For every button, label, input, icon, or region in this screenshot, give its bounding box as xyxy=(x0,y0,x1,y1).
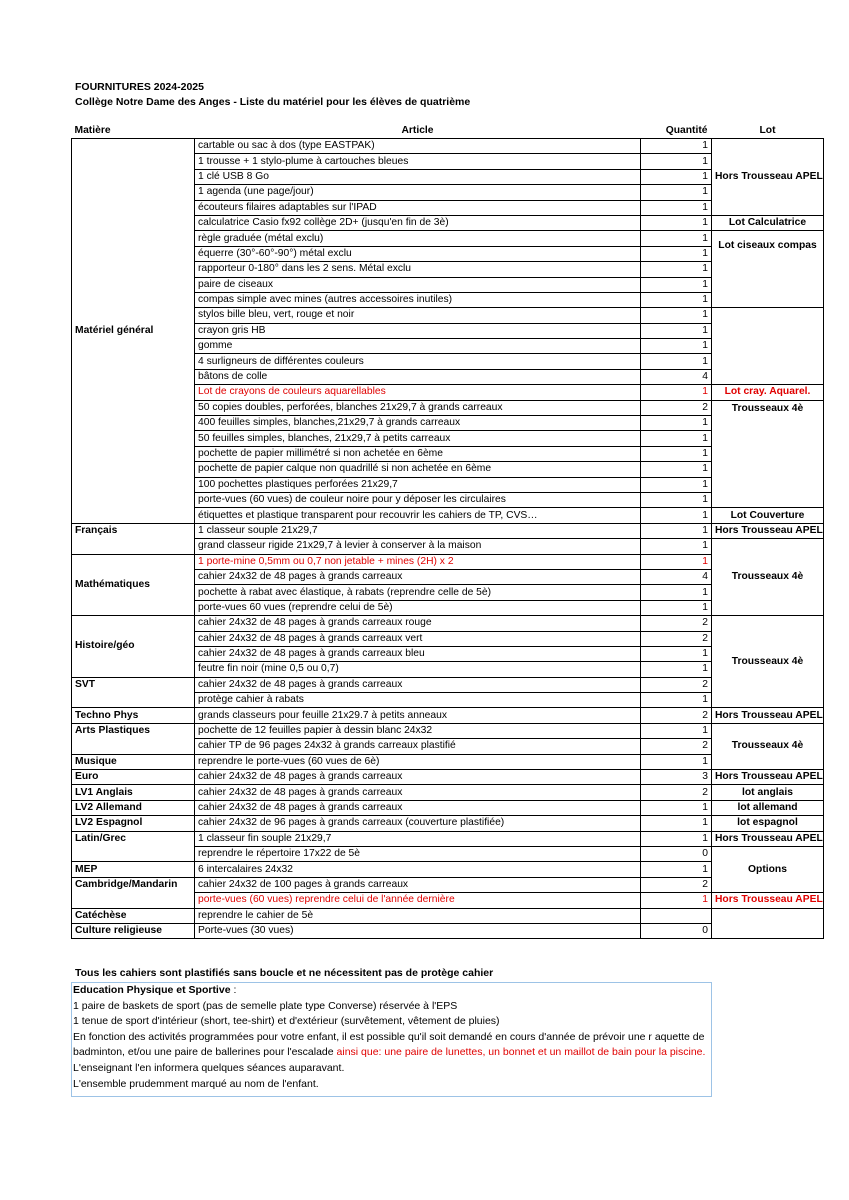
article-cell: grands classeurs pour feuille 21x29.7 à petits anneaux xyxy=(195,708,641,723)
quantity-cell: 1 xyxy=(641,277,712,292)
quantity-cell: 1 xyxy=(641,800,712,815)
quantity-cell: 1 xyxy=(641,446,712,461)
quantity-cell: 2 xyxy=(641,400,712,415)
quantity-cell: 1 xyxy=(641,600,712,615)
quantity-cell: 1 xyxy=(641,554,712,569)
quantity-cell: 2 xyxy=(641,631,712,646)
table-row xyxy=(72,816,824,831)
column-header-article: Article xyxy=(401,125,434,136)
lot-cell: lot anglais xyxy=(712,785,824,800)
article-cell: cahier 24x32 de 48 pages à grands carreaux xyxy=(195,677,641,692)
quantity-cell: 4 xyxy=(641,569,712,584)
article-cell: cahier 24x32 de 100 pages à grands carreaux xyxy=(195,877,641,892)
article-cell: calculatrice Casio fx92 collège 2D+ (jusqu'en fin de 3è) xyxy=(195,215,641,230)
matiere-cell: SVT xyxy=(72,677,195,708)
article-cell: compas simple avec mines (autres accessoires inutiles) xyxy=(195,292,641,307)
eps-line: 1 tenue de sport d'intérieur (short, tee-shirt) et d'extérieur (survêtement, vêtement de pluies) xyxy=(73,1015,500,1028)
lot-cell: Hors Trousseau APEL xyxy=(712,708,824,723)
table-row xyxy=(72,677,824,692)
quantity-cell: 1 xyxy=(641,323,712,338)
article-cell: Lot de crayons de couleurs aquarellables xyxy=(195,385,641,400)
article-cell: gomme xyxy=(195,339,641,354)
eps-line-red-text: ainsi que: une paire de lunettes, un bonnet et un maillot de bain pour la piscine. xyxy=(336,1046,706,1059)
lot-cell: Lot Couverture xyxy=(712,508,824,523)
lot-cell-empty xyxy=(712,908,824,939)
document-title: FOURNITURES 2024-2025 xyxy=(75,81,204,93)
article-cell: 1 trousse + 1 stylo-plume à cartouches bleues xyxy=(195,154,641,169)
quantity-cell: 1 xyxy=(641,308,712,323)
quantity-cell: 1 xyxy=(641,231,712,246)
article-cell: 400 feuilles simples, blanches,21x29,7 à grands carreaux xyxy=(195,416,641,431)
quantity-cell: 1 xyxy=(641,200,712,215)
quantity-cell: 1 xyxy=(641,831,712,846)
article-cell: règle graduée (métal exclu) xyxy=(195,231,641,246)
footnote: Tous les cahiers sont plastifiés sans boucle et ne nécessitent pas de protège cahier xyxy=(75,967,494,979)
quantity-cell: 1 xyxy=(641,354,712,369)
quantity-cell: 1 xyxy=(641,292,712,307)
matiere-cell: Techno Phys xyxy=(72,708,195,723)
article-cell: cahier 24x32 de 48 pages à grands carreaux xyxy=(195,785,641,800)
quantity-cell: 2 xyxy=(641,739,712,754)
eps-title-suffix: : xyxy=(230,984,237,996)
quantity-cell: 3 xyxy=(641,770,712,785)
quantity-cell: 1 xyxy=(641,431,712,446)
table-row xyxy=(72,616,824,631)
table-row xyxy=(72,523,824,538)
table-row xyxy=(72,862,824,877)
article-cell: pochette de 12 feuilles papier à dessin blanc 24x32 xyxy=(195,723,641,738)
quantity-cell: 1 xyxy=(641,262,712,277)
supplies-table xyxy=(71,124,824,939)
eps-title: Education Physique et Sportive xyxy=(73,984,231,996)
quantity-cell: 1 xyxy=(641,816,712,831)
quantity-cell: 1 xyxy=(641,585,712,600)
quantity-cell: 1 xyxy=(641,462,712,477)
matiere-cell: Français xyxy=(72,523,195,554)
eps-title-line xyxy=(73,983,711,999)
lot-cell: Trousseaux 4è xyxy=(712,400,824,508)
table-row xyxy=(72,754,824,769)
article-cell: cahier TP de 96 pages 24x32 à grands carreaux plastifié xyxy=(195,739,641,754)
column-header-quantite: Quantité xyxy=(665,125,708,136)
matiere-cell: Musique xyxy=(72,754,195,769)
quantity-cell: 2 xyxy=(641,785,712,800)
article-cell: 1 classeur souple 21x29,7 xyxy=(195,523,641,538)
matiere-cell: LV1 Anglais xyxy=(72,785,195,800)
matiere-cell: Histoire/géo xyxy=(72,616,195,678)
lot-cell-empty xyxy=(712,308,824,385)
matiere-cell: MEP xyxy=(72,862,195,877)
article-cell: protège cahier à rabats xyxy=(195,693,641,708)
article-cell: pochette à rabat avec élastique, à rabats (reprendre celle de 5è) xyxy=(195,585,641,600)
article-cell: 50 feuilles simples, blanches, 21x29,7 à petits carreaux xyxy=(195,431,641,446)
lot-cell: Hors Trousseau APEL xyxy=(712,831,824,846)
article-cell: cahier 24x32 de 48 pages à grands carreaux xyxy=(195,770,641,785)
table-row xyxy=(72,908,824,923)
lot-cell: Options xyxy=(712,846,824,892)
column-header-matiere: Matière xyxy=(74,125,111,136)
lot-cell: Hors Trousseau APEL xyxy=(712,139,824,216)
matiere-cell: Euro xyxy=(72,770,195,785)
article-cell: 1 porte-mine 0,5mm ou 0,7 non jetable + mines (2H) x 2 xyxy=(195,554,641,569)
article-cell: cahier 24x32 de 96 pages à grands carreaux (couverture plastifiée) xyxy=(195,816,641,831)
quantity-cell: 1 xyxy=(641,893,712,908)
lot-cell: lot espagnol xyxy=(712,816,824,831)
article-cell: cartable ou sac à dos (type EASTPAK) xyxy=(195,139,641,154)
quantity-cell: 1 xyxy=(641,246,712,261)
article-cell: équerre (30°-60°-90°) métal exclu xyxy=(195,246,641,261)
article-cell: 1 agenda (une page/jour) xyxy=(195,185,641,200)
quantity-cell: 1 xyxy=(641,862,712,877)
quantity-cell: 1 xyxy=(641,477,712,492)
matiere-cell: LV2 Allemand xyxy=(72,800,195,815)
matiere-cell: Mathématiques xyxy=(72,554,195,616)
lot-cell: lot allemand xyxy=(712,800,824,815)
quantity-cell: 2 xyxy=(641,616,712,631)
article-cell: 4 surligneurs de différentes couleurs xyxy=(195,354,641,369)
lot-cell: Hors Trousseau APEL xyxy=(712,523,824,538)
table-row xyxy=(72,923,824,938)
article-cell: cahier 24x32 de 48 pages à grands carreaux vert xyxy=(195,631,641,646)
article-cell: cahier 24x32 de 48 pages à grands carreaux xyxy=(195,569,641,584)
quantity-cell: 1 xyxy=(641,492,712,507)
quantity-cell: 0 xyxy=(641,846,712,861)
table-header xyxy=(72,124,824,139)
lot-cell: Hors Trousseau APEL xyxy=(712,770,824,785)
matiere-cell: Matériel général xyxy=(72,139,195,524)
quantity-cell: 1 xyxy=(641,416,712,431)
article-cell: 6 intercalaires 24x32 xyxy=(195,862,641,877)
article-cell: reprendre le porte-vues (60 vues de 6è) xyxy=(195,754,641,769)
lot-cell: Trousseaux 4è xyxy=(712,539,824,616)
article-cell: crayon gris HB xyxy=(195,323,641,338)
quantity-cell: 1 xyxy=(641,215,712,230)
lot-cell: Lot ciseaux compas xyxy=(712,231,824,308)
quantity-cell: 4 xyxy=(641,369,712,384)
lot-cell: Lot Calculatrice xyxy=(712,215,824,230)
article-cell: 50 copies doubles, perforées, blanches 21x29,7 à grands carreaux xyxy=(195,400,641,415)
eps-line: L'enseignant l'en informera quelques séances auparavant. xyxy=(73,1061,345,1074)
lot-cell: Trousseaux 4è xyxy=(712,723,824,769)
article-cell: étiquettes et plastique transparent pour recouvrir les cahiers de TP, CVS… xyxy=(195,508,641,523)
eps-line-text: badminton, et/ou une paire de ballerines pour l'escalade xyxy=(73,1046,337,1059)
matiere-cell: Cambridge/Mandarin xyxy=(72,877,195,908)
article-cell: porte-vues (60 vues) reprendre celui de l'année dernière xyxy=(195,893,641,908)
table-row xyxy=(72,877,824,892)
article-cell: écouteurs filaires adaptables sur l'IPAD xyxy=(195,200,641,215)
quantity-cell: 1 xyxy=(641,185,712,200)
quantity-cell: 1 xyxy=(641,723,712,738)
article-cell: cahier 24x32 de 48 pages à grands carreaux bleu xyxy=(195,646,641,661)
quantity-cell: 1 xyxy=(641,539,712,554)
document-subtitle: Collège Notre Dame des Anges - Liste du matériel pour les élèves de quatrième xyxy=(75,96,471,108)
table-row xyxy=(72,723,824,738)
article-cell: bâtons de colle xyxy=(195,369,641,384)
lot-cell: Trousseaux 4è xyxy=(712,616,824,708)
quantity-cell: 1 xyxy=(641,385,712,400)
lot-cell: Lot cray. Aquarel. xyxy=(712,385,824,400)
article-cell: 1 classeur fin souple 21x29,7 xyxy=(195,831,641,846)
article-cell: grand classeur rigide 21x29,7 à levier à conserver à la maison xyxy=(195,539,641,554)
quantity-cell: 2 xyxy=(641,708,712,723)
article-cell: paire de ciseaux xyxy=(195,277,641,292)
quantity-cell xyxy=(641,908,712,923)
lot-cell: Hors Trousseau APEL xyxy=(712,893,824,908)
quantity-cell: 1 xyxy=(641,154,712,169)
column-header-lot: Lot xyxy=(759,125,776,136)
article-cell: feutre fin noir (mine 0,5 ou 0,7) xyxy=(195,662,641,677)
matiere-cell: Culture religieuse xyxy=(72,923,195,938)
table-row xyxy=(72,708,824,723)
eps-box xyxy=(71,982,712,1097)
quantity-cell: 1 xyxy=(641,508,712,523)
matiere-cell: Arts Plastiques xyxy=(72,723,195,754)
eps-line: L'ensemble prudemment marqué au nom de l'enfant. xyxy=(73,1077,319,1090)
quantity-cell: 1 xyxy=(641,139,712,154)
article-cell: cahier 24x32 de 48 pages à grands carreaux xyxy=(195,800,641,815)
article-cell: porte-vues (60 vues) de couleur noire pour y déposer les circulaires xyxy=(195,492,641,507)
quantity-cell: 1 xyxy=(641,662,712,677)
quantity-cell: 2 xyxy=(641,677,712,692)
quantity-cell: 1 xyxy=(641,754,712,769)
table-row xyxy=(72,139,824,154)
quantity-cell: 0 xyxy=(641,923,712,938)
quantity-cell: 2 xyxy=(641,877,712,892)
eps-line: 1 paire de baskets de sport (pas de semelle plate type Converse) réservée à l'EPS xyxy=(73,999,458,1012)
table-row xyxy=(72,800,824,815)
matiere-cell: Catéchèse xyxy=(72,908,195,923)
article-cell: Porte-vues (30 vues) xyxy=(195,923,641,938)
matiere-cell: LV2 Espagnol xyxy=(72,816,195,831)
table-row xyxy=(72,770,824,785)
article-cell: 100 pochettes plastiques perforées 21x29,7 xyxy=(195,477,641,492)
eps-line xyxy=(73,1045,711,1061)
article-cell: reprendre le répertoire 17x22 de 5è xyxy=(195,846,641,861)
article-cell: porte-vues 60 vues (reprendre celui de 5è) xyxy=(195,600,641,615)
article-cell: 1 clé USB 8 Go xyxy=(195,169,641,184)
table-row xyxy=(72,785,824,800)
quantity-cell: 1 xyxy=(641,339,712,354)
article-cell: reprendre le cahier de 5è xyxy=(195,908,641,923)
article-cell: stylos bille bleu, vert, rouge et noir xyxy=(195,308,641,323)
article-cell: pochette de papier calque non quadrillé si non achetée en 6ème xyxy=(195,462,641,477)
table-row xyxy=(72,831,824,846)
eps-line: En fonction des activités programmées pour votre enfant, il est possible qu'il soit demandé en cours d'année de prévoir une r aquette de xyxy=(73,1030,705,1043)
table-row xyxy=(72,554,824,569)
article-cell: rapporteur 0-180° dans les 2 sens. Métal exclu xyxy=(195,262,641,277)
quantity-cell: 1 xyxy=(641,523,712,538)
matiere-cell: Latin/Grec xyxy=(72,831,195,862)
article-cell: pochette de papier millimétré si non achetée en 6ème xyxy=(195,446,641,461)
quantity-cell: 1 xyxy=(641,169,712,184)
quantity-cell: 1 xyxy=(641,693,712,708)
quantity-cell: 1 xyxy=(641,646,712,661)
article-cell: cahier 24x32 de 48 pages à grands carreaux rouge xyxy=(195,616,641,631)
